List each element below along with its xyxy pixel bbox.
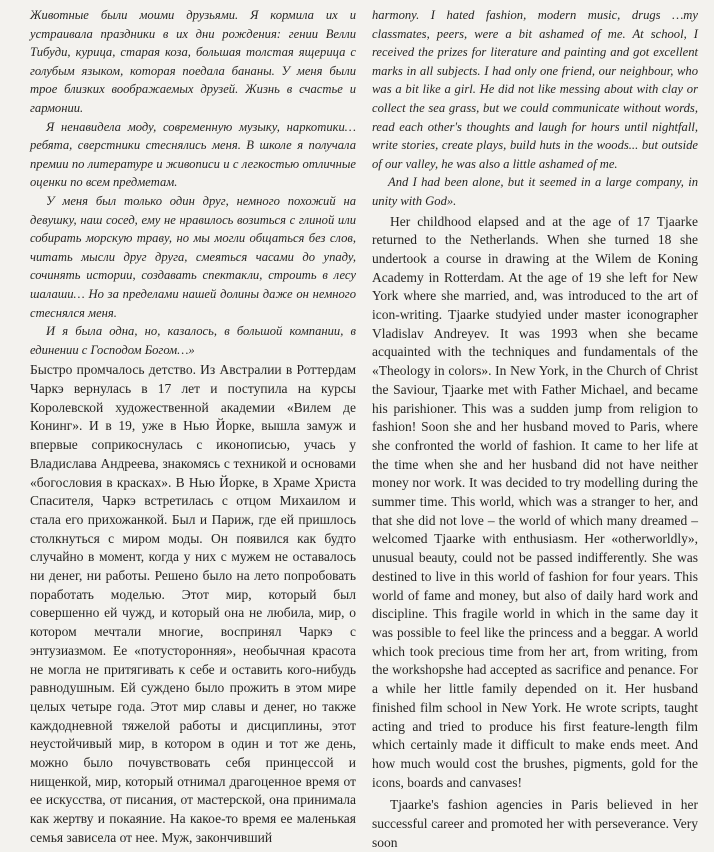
left-quote-paragraph: И я была одна, но, казалось, в большой компании, в единении с Господом Богом…»: [30, 324, 356, 357]
right-quote-paragraph: harmony. I hated fashion, modern music, drugs …my classmates, peers, were a bit ashamed of me. At school, I received the prizes for literature and painting and got excellent marks in all subjects. I had only one friend, our neighbour, who was a bit like a girl. He did not like messing about with clay or collect the sea grass, but we could communicate without words, read each other's thoughts and laugh for hours until nightfall, write stories, create plays, build huts in the woods... but outside of our valley, he was also a little ashamed of me.: [372, 8, 698, 171]
right-quote-paragraph: And I had been alone, but it seemed in a large company, in unity with God».: [372, 175, 698, 208]
right-body-paragraph: Her childhood elapsed and at the age of 17 Tjaarke returned to the Netherlands. When she turned 18 she undertook a course in drawing at the Wilem de Koning Academy in Rotterdam. At the age of 19 she left for New York where she married, and, was introduced to the art of icon-writing. Tjaarke studyied under master iconographer Vladislav Andreyev. It was 1993 when she became acquainted with the techniques and fundamentals of the «Theology in colors». In New York, in the Church of Christ the Saviour, Tjaarke met with Father Michael, and became his parishioner. This was a sudden jump from religion to fashion! Soon she and her husband moved to Paris, where she confronted the world of fashion. It came to her life at the time when she and her husband did not have neither money nor work. It was decided to try modelling during the summer time. This world, which was a stranger to her, and that she did not love – the world of which many dreamed – welcomed Tjaarke with enthusiasm. Her «otherworldly», unusual beauty, could not be passed indifferently. She was destined to live in this world of fashion for four years. This world of fame and money, but also of daily hard work and discipline. This fragile world in which in the same day it was possible to feel like the princess and a beggar. A world which took precious time from her art, from writing, from the workshopshe had accepted as sacrifice and penance. For a while her little family depended on it. Her husband finished film school in New York. He wrote scripts, taught acting and tried to produce his first feature-length film which certainly made it difficult to make ends meet. And how much would cost the brushes, pigments, gold for the icons, boards and canvases!: [372, 213, 698, 790]
right-column: [372, 6, 698, 850]
left-quote-paragraph: Я ненавидела моду, современную музыку, наркотики… ребята, сверстники стеснялись меня. В школе я получала премии по литературе и живописи и с легкостью отличные оценки по всем предметам.: [30, 119, 356, 190]
left-quote-block: [30, 6, 356, 359]
right-body-block: [372, 213, 698, 852]
right-body-paragraph: Tjaarke's fashion agencies in Paris believed in her successful career and promoted her with perseverance. Very soon: [372, 797, 698, 850]
right-quote-block: [372, 6, 698, 211]
left-quote-paragraph: У меня был только один друг, немного похожий на девушку, наш сосед, ему не нравилось возиться с глиной или собирать морскую траву, но мы могли общаться без слов, читать мысли друг друга, смеяться часами до упаду, сочинять истории, создавать спектакли, строить в лесу шалаши… Но за пределами нашей долины даже он немного стеснялся меня.: [30, 193, 356, 320]
left-body-paragraph: Быстро промчалось детство. Из Австралии в Роттердам Чаркэ вернулась в 17 лет и поступила на курсы Королевской художественной академии «Вилем де Конинг». И в 19, уже в Нью Йорке, вышла замуж и впервые соприкоснулась с иконописью, учась у Владислава Андреева, знакомясь с техникой и основами «богословия в красках». В Нью Йорке, в Храме Христа Спасителя, Чаркэ встретилась с отцом Михаилом и стала его прихожанкой. Был и Париж, где ей пришлось столкнуться с миром моды. Он появился как будто случайно в момент, когда у них с мужем не оставалось ни денег, ни работы. Решено было на лето попробовать поработать моделью. Этот мир, который был совершенно ей чужд, и который она не любила, мир, о котором мечтали многие, воспринял Чаркэ с энтузиазмом. Ее «потусторонняя», необычная красота не могла не притягивать к себе и оставить кого-нибудь равнодушным. Ей суждено было прожить в этом мире целых четыре года. Этот мир славы и денег, но также каждодневной тяжелой работы и дисциплины, этот неустойчивый мир, в котором в один и тот же день, можно было почувствовать себя принцессой и нищенкой, мир, который отнимал драгоценное время от ее искусства, от писания, от мастерской, она принимала как жертву и покаяние. На какое-то время ее маленькая семья зависела от нее. Муж, закончивший: [30, 362, 356, 845]
left-quote-paragraph: Животные были моими друзьями. Я кормила их и устраивала праздники в их дни рождения: гении Велли Тибуди, курица, старая коза, большая толстая ящерица с голубым языком, которая поедала бананы. У меня были трое близких воображаемых друзей. Жизнь в счастье и гармонии.: [30, 8, 356, 115]
left-body-block: [30, 361, 356, 847]
left-column: [30, 6, 356, 845]
